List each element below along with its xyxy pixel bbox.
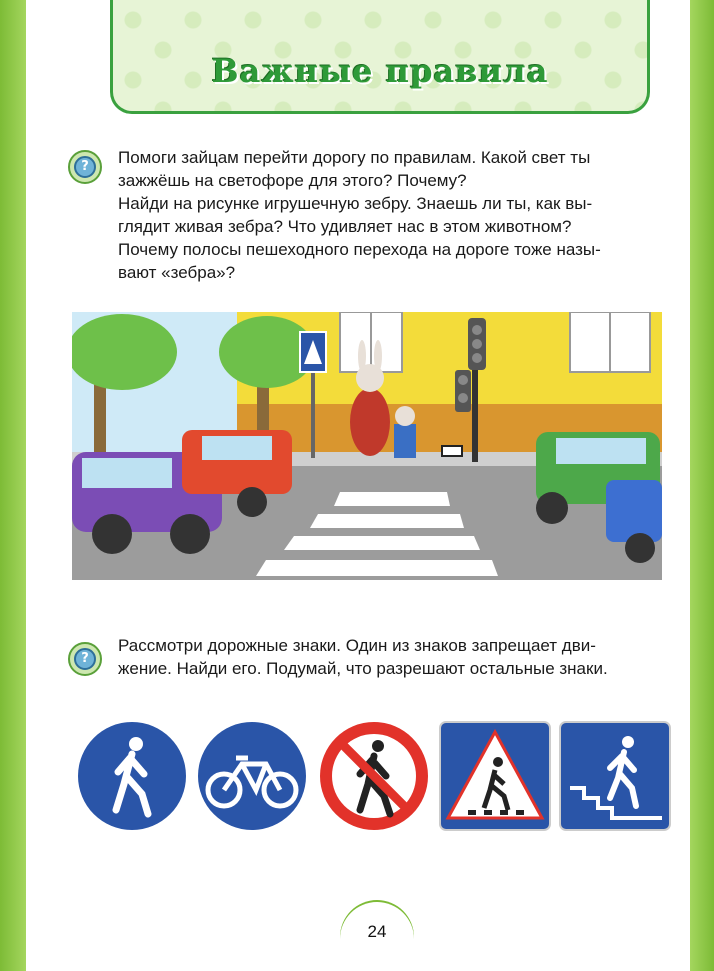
zebra-stripe — [256, 560, 498, 576]
pedestrian-path-sign — [74, 718, 190, 834]
task1-line: Помоги зайцам перейти дорогу по правилам. Какой свет ты — [118, 148, 591, 167]
task2-line: Рассмотри дорожные знаки. Один из знаков запрещает дви- — [118, 636, 596, 655]
tree-crown — [72, 314, 177, 390]
task1-line: Найди на рисунке игрушечную зебру. Знаешь ли ты, как вы- — [118, 194, 593, 213]
task1-line: вают «зебра»? — [118, 263, 236, 282]
street-scene-illustration — [72, 312, 662, 580]
no-pedestrians-sign — [316, 718, 432, 834]
task1-line: Почему полосы пешеходного перехода на дороге тоже назы- — [118, 240, 601, 259]
header-banner — [110, 0, 650, 114]
question-mark: ? — [74, 156, 96, 178]
zebra-stripe — [284, 536, 480, 550]
left-green-band — [0, 0, 26, 971]
pedestrian-crossing-sign — [440, 722, 550, 830]
underground-crossing-sign — [560, 722, 670, 830]
question-mark: ? — [74, 648, 96, 670]
page-title: Важные правила — [211, 52, 549, 90]
zebra-stripe — [310, 514, 464, 528]
toy-zebra — [442, 446, 462, 456]
bicycle-path-sign — [194, 718, 310, 834]
question-icon — [68, 150, 102, 184]
zebra-stripe — [334, 492, 450, 506]
road-signs-row — [72, 718, 672, 838]
task1-text — [118, 146, 666, 284]
right-green-band — [690, 0, 714, 971]
task1-line: зажжёшь на светофоре для этого? Почему? — [118, 171, 467, 190]
blue-car — [606, 480, 662, 542]
baby-rabbit — [394, 424, 416, 458]
task2-text — [118, 634, 666, 680]
page-number: 24 — [340, 902, 414, 971]
mother-rabbit — [350, 388, 390, 456]
question-icon — [68, 642, 102, 676]
task1-line: глядит живая зебра? Что удивляет нас в этом животном? — [118, 217, 572, 236]
task2-line: жение. Найди его. Подумай, что разрешают остальные знаки. — [118, 659, 608, 678]
